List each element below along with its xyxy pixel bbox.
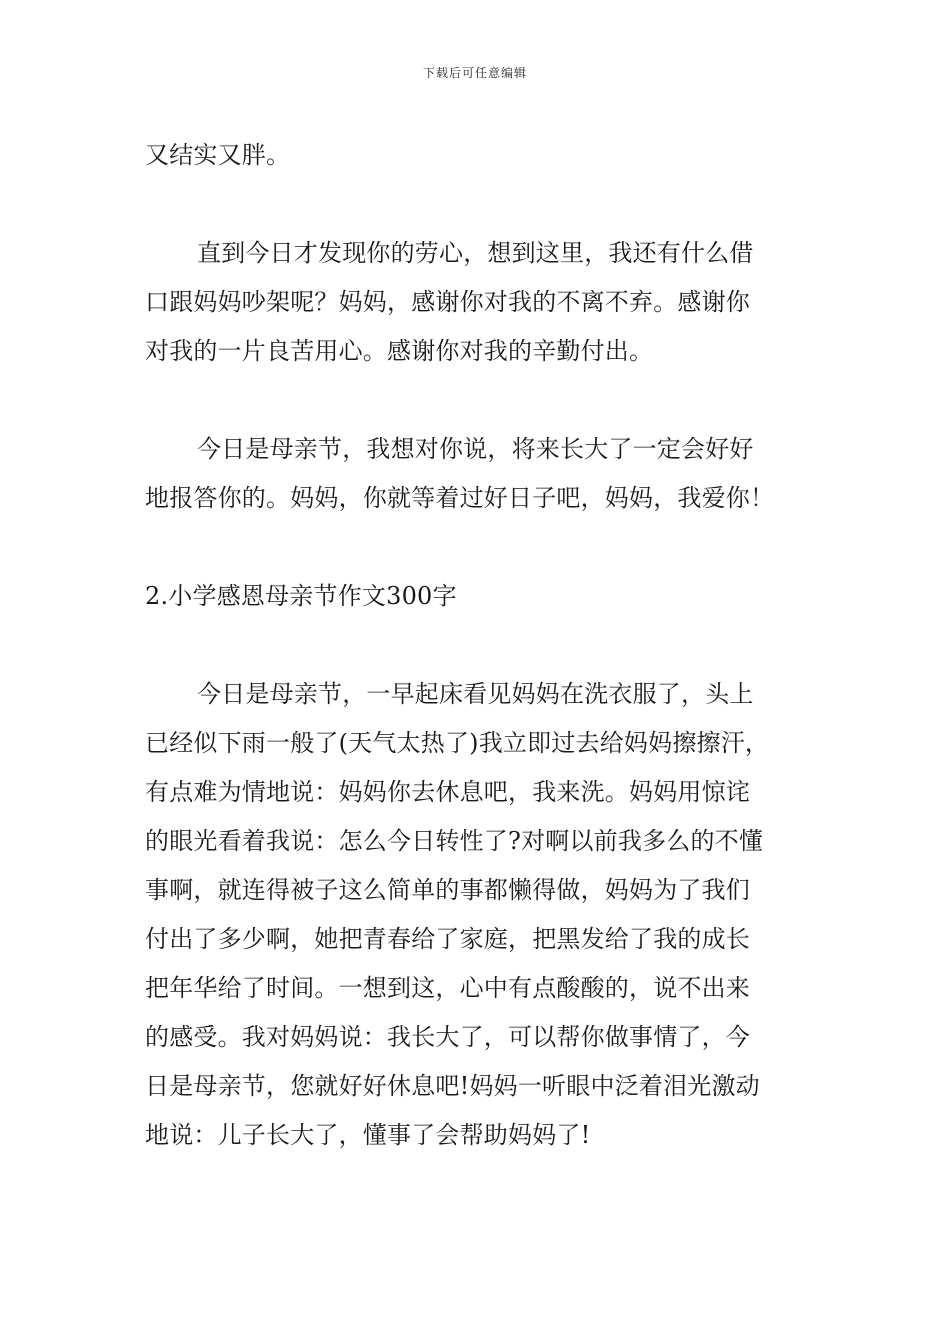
page-header: 下载后可任意编辑 (422, 66, 527, 80)
paragraph-line: 有点难为情地说：妈妈你去休息吧，我来洗。妈妈用惊诧 (145, 778, 750, 806)
paragraph-gap (145, 523, 813, 572)
paragraph-line: 地报答你的。妈妈，你就等着过好日子吧，妈妈，我爱你！ (145, 484, 775, 512)
paragraph-line: 直到今日才发现你的劳心，想到这里，我还有什么借 (197, 239, 754, 267)
paragraph-line: 对我的一片良苦用心。感谢你对我的辛勤付出。 (145, 337, 654, 365)
paragraph-line: 已经似下雨一般了(天气太热了)我立即过去给妈妈擦擦汗， (145, 729, 770, 757)
document-body (145, 131, 813, 1160)
paragraph-line: 的眼光看着我说：怎么今日转性了?对啊以前我多么的不懂 (145, 827, 764, 855)
paragraph-gap (145, 376, 813, 425)
paragraph-line: 地说：儿子长大了，懂事了会帮助妈妈了! (145, 1121, 591, 1149)
paragraph-line: 又结实又胖。 (145, 141, 291, 169)
paragraph-line: 今日是母亲节，一早起床看见妈妈在洗衣服了，头上 (197, 680, 754, 708)
paragraph-line: 口跟妈妈吵架呢？妈妈，感谢你对我的不离不弃。感谢你 (145, 288, 750, 316)
section-heading: 2.小学感恩母亲节作文300字 (145, 582, 457, 610)
paragraph-line: 日是母亲节，您就好好休息吧!妈妈一听眼中泛着泪光激动 (145, 1072, 760, 1100)
paragraph-line: 把年华给了时间。一想到这，心中有点酸酸的，说不出来 (145, 974, 750, 1002)
paragraph-line: 付出了多少啊，她把青春给了家庭，把黑发给了我的成长 (145, 925, 750, 953)
paragraph-gap (145, 621, 813, 670)
paragraph-line: 今日是母亲节，我想对你说，将来长大了一定会好好 (197, 435, 754, 463)
paragraph-line: 的感受。我对妈妈说：我长大了，可以帮你做事情了，今 (145, 1023, 750, 1051)
paragraph-line: 事啊，就连得被子这么简单的事都懒得做，妈妈为了我们 (145, 876, 750, 904)
paragraph-gap (145, 180, 813, 229)
